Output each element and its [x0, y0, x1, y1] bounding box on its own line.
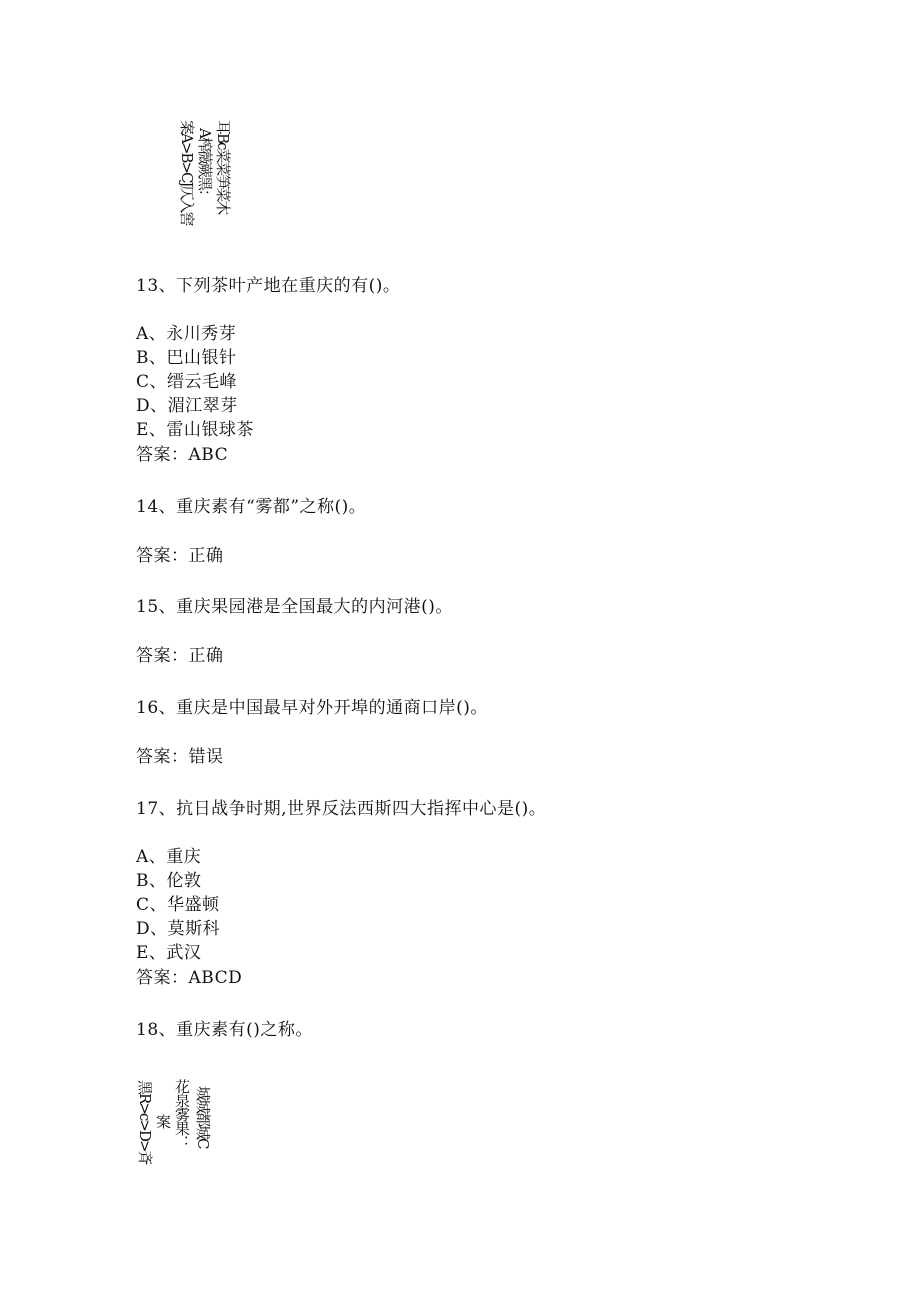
garbled-column: 耳Bc菜菜笋菜木 [214, 120, 232, 214]
option-b: B、伦敦 [136, 871, 202, 891]
option-a: A、永川秀芽 [136, 324, 237, 344]
option-a: A、重庆 [136, 847, 202, 867]
option-b: B、巴山银针 [136, 348, 237, 368]
option-c: C、缙云毛峰 [136, 372, 238, 392]
garbled-column: 黑R>c>D>斉 [136, 1080, 154, 1164]
question-14: 14、重庆素有“雾都”之称()。 [136, 497, 367, 517]
option-d: D、湄江翠芽 [136, 396, 238, 416]
option-e: E、雷山银球茶 [136, 420, 254, 440]
garbled-column: 案A>B>CJ仄入窖 [178, 120, 196, 225]
option-c: C、华盛顿 [136, 895, 220, 915]
answer-13: 答案：ABC [136, 445, 229, 465]
answer-15: 答案：正确 [136, 646, 224, 666]
garbled-column: 花泉雾果： [173, 1079, 191, 1149]
answer-14: 答案：正确 [136, 546, 224, 566]
answer-16: 答案：错误 [136, 747, 224, 767]
garbled-column: A榨薇蕨黑： [196, 128, 214, 202]
question-16: 16、重庆是中国最早对外开埠的通商口岸()。 [136, 698, 488, 718]
option-e: E、武汉 [136, 943, 202, 963]
garbled-column: 案 [154, 1114, 172, 1128]
question-13: 13、下列茶叶产地在重庆的有()。 [136, 276, 401, 296]
option-d: D、莫斯科 [136, 919, 221, 939]
answer-17: 答案：ABCD [136, 968, 243, 988]
question-17: 17、抗日战争时期,世界反法西斯四大指挥中心是()。 [136, 799, 547, 819]
question-18: 18、重庆素有()之称。 [136, 1020, 313, 1040]
question-15: 15、重庆果园港是全国最大的内河港()。 [136, 597, 453, 617]
garbled-column: 城城都城C [194, 1086, 212, 1148]
